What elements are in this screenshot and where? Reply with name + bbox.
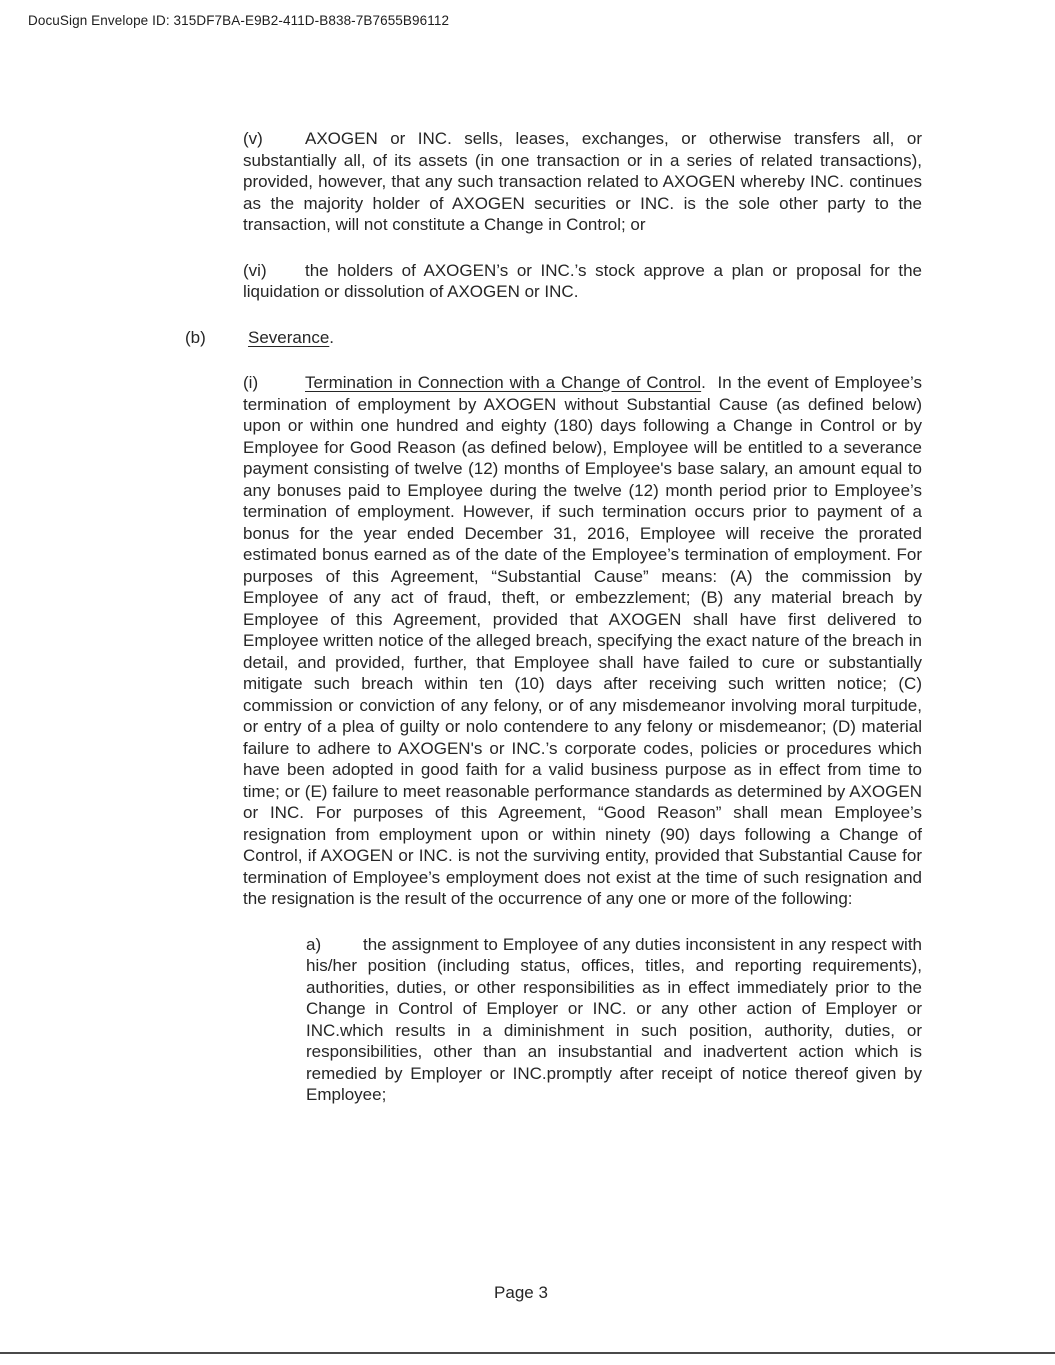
scan-artifact-line bbox=[0, 1352, 1055, 1354]
section-b-period: . bbox=[329, 327, 335, 347]
document-body bbox=[180, 128, 922, 1106]
clause-i-text: In the event of Employee’s termination of employment by AXOGEN without Substantial Cause (as defined below) upon or within one hundred and eighty (180) days following a Change in Control or by Employee for Good Reason (as defined below), Employee will be entitled to a severance payment consisting of twelve (12) months of Employee's base salary, an amount equal to any bonuses paid to Employee during the twelve (12) month period prior to Employee’s termination of employment. However, if such termination occurs prior to payment of a bonus for the year ended December 31, 2016, Employee will receive the prorated estimated bonus earned as of the date of the Employee’s termination of employment. For purposes of this Agreement, “Substantial Cause” means: (A) the commission by Employee of any act of fraud, theft, or embezzlement; (B) any material breach by Employee of this Agreement, provided that AXOGEN shall have first delivered to Employee written notice of the alleged breach, specifying the exact nature of the breach in detail, and provided, further, that Employee shall have failed to cure or substantially mitigate such breach within ten (10) days after receiving such written notice; (C) commission or conviction of any felony, or of any misdemeanor involving moral turpitude, or entry of a plea of guilty or nolo contendere to any felony or misdemeanor; (D) material failure to adhere to AXOGEN's or INC.’s corporate codes, policies or procedures which have been adopted in good faith for a valid business purpose as in effect from time to time; or (E) failure to meet reasonable performance standards as determined by AXOGEN or INC. For purposes of this Agreement, “Good Reason” shall mean Employee’s resignation from employment upon or within ninety (90) days following a Change of Control, if AXOGEN or INC. is not the surviving entity, provided that Substantial Cause for termination of Employee’s employment does not exist at the time of such resignation and the resignation is the result of the occurrence of any one or more of the following: bbox=[243, 373, 923, 908]
clause-v-text: AXOGEN or INC. sells, leases, exchanges, or otherwise transfers all, or substantially all, of its assets (in one transaction or in a series of related transactions), provided, however, that any such transaction related to AXOGEN whereby INC. continues as the majority holder of AXOGEN securities or INC. is the sole other party to the transaction, will not constitute a Change in Control; or bbox=[243, 129, 922, 234]
item-a bbox=[306, 934, 922, 1106]
docusign-envelope-id: DocuSign Envelope ID: 315DF7BA-E9B2-411D-B838-7B7655B96112 bbox=[28, 13, 450, 28]
clause-vi-number: (vi) bbox=[243, 260, 267, 280]
section-b-number: (b) bbox=[185, 327, 206, 347]
clause-vi-text: the holders of AXOGEN’s or INC.’s stock approve a plan or proposal for the liquidation or dissolution of AXOGEN or INC. bbox=[243, 260, 922, 301]
item-a-text: the assignment to Employee of any duties inconsistent in any respect with his/her position (including status, offices, titles, and reporting requirements), authorities, duties, or other responsibilities as in effect immediately prior to the Change in Control of Employer or INC. or any other action of Employer or INC.which results in a diminishment in such position, authority, duties, or responsibilities, other than an insubstantial and inadvertent action which is remedied by Employer or INC.promptly after receipt of notice thereof given by Employee; bbox=[306, 934, 922, 1104]
clause-i-period: . bbox=[701, 373, 706, 392]
page-number: Page 3 bbox=[494, 1283, 548, 1302]
clause-vi bbox=[243, 260, 922, 303]
clause-v bbox=[243, 128, 922, 236]
clause-v-number: (v) bbox=[243, 129, 263, 148]
clause-i-heading: Termination in Connection with a Change of Control bbox=[305, 373, 702, 392]
section-b bbox=[185, 327, 922, 349]
item-a-number: a) bbox=[306, 934, 322, 954]
section-b-heading: Severance bbox=[248, 327, 330, 347]
clause-i-number: (i) bbox=[243, 373, 259, 392]
clause-i bbox=[243, 372, 922, 910]
